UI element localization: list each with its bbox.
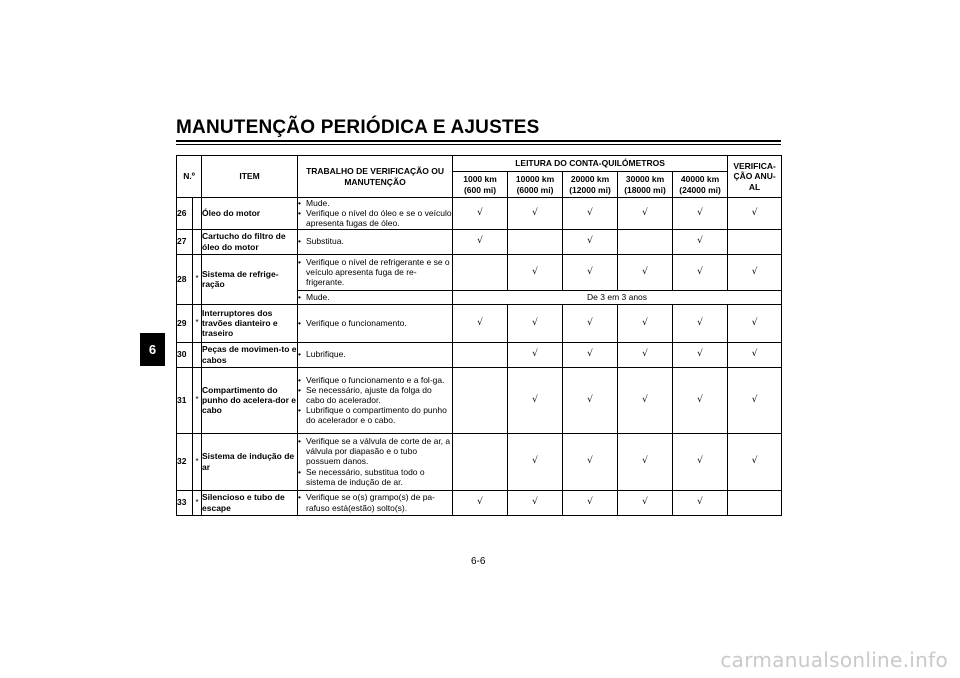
check-mark: √ xyxy=(508,433,563,490)
check-mark xyxy=(728,490,782,515)
row-work xyxy=(298,490,453,515)
title-rule xyxy=(176,140,781,142)
interval-mi: (600 mi) xyxy=(463,184,497,195)
header-interval xyxy=(618,172,673,198)
check-mark: √ xyxy=(508,254,563,290)
interval-km: 10000 km xyxy=(515,174,555,185)
interval-mi: (12000 mi) xyxy=(569,184,611,195)
work-item: • Verifique se o(s) grampo(s) de pa-rafuso está(estão) solto(s). xyxy=(298,492,452,512)
check-mark xyxy=(453,433,508,490)
row-number: 30 xyxy=(177,342,193,367)
work-list xyxy=(298,318,452,328)
header-work: TRABALHO DE VERIFICAÇÃO OU MANUTENÇÃO xyxy=(298,156,453,198)
interval-mi: (24000 mi) xyxy=(679,184,721,195)
row-number: 32 xyxy=(177,433,193,490)
table-row xyxy=(177,198,782,230)
row-item: Cartucho do filtro de óleo do motor xyxy=(202,229,298,254)
page-title: MANUTENÇÃO PERIÓDICA E AJUSTES xyxy=(176,117,540,138)
check-mark: √ xyxy=(508,490,563,515)
check-mark xyxy=(618,229,673,254)
check-mark: √ xyxy=(728,433,782,490)
work-item: • Se necessário, ajuste da folga do cabo do acelerador. xyxy=(298,385,452,405)
work-list xyxy=(298,349,452,359)
work-list xyxy=(298,236,452,246)
check-mark: √ xyxy=(673,342,728,367)
check-mark: √ xyxy=(563,367,618,433)
check-mark: √ xyxy=(673,229,728,254)
row-work xyxy=(298,290,453,304)
work-list xyxy=(298,257,452,288)
check-mark: √ xyxy=(563,254,618,290)
check-mark: √ xyxy=(728,367,782,433)
row-star: * xyxy=(193,254,202,304)
check-mark: √ xyxy=(508,367,563,433)
chapter-tab: 6 xyxy=(140,333,165,366)
row-item: Silencioso e tubo de escape xyxy=(202,490,298,515)
check-mark: √ xyxy=(673,367,728,433)
header-interval xyxy=(508,172,563,198)
work-item: • Lubrifique. xyxy=(298,349,452,359)
check-mark: √ xyxy=(673,490,728,515)
check-mark: √ xyxy=(508,198,563,230)
interval-km: 20000 km xyxy=(570,174,610,185)
work-item: • Substitua. xyxy=(298,236,452,246)
check-mark: √ xyxy=(563,433,618,490)
row-star: * xyxy=(193,304,202,342)
interval-km: 40000 km xyxy=(680,174,720,185)
work-list xyxy=(298,198,452,229)
row-item: Sistema de indução de ar xyxy=(202,433,298,490)
row-item: Óleo do motor xyxy=(202,198,298,230)
check-mark: √ xyxy=(563,229,618,254)
row-star: * xyxy=(193,433,202,490)
header-interval xyxy=(453,172,508,198)
check-mark: √ xyxy=(673,254,728,290)
row-star: * xyxy=(193,367,202,433)
check-mark: √ xyxy=(453,229,508,254)
work-list xyxy=(298,375,452,426)
row-number: 33 xyxy=(177,490,193,515)
row-work xyxy=(298,229,453,254)
row-number: 29 xyxy=(177,304,193,342)
row-work xyxy=(298,198,453,230)
check-mark xyxy=(728,229,782,254)
table-row xyxy=(177,342,782,367)
title-rule-thin xyxy=(176,144,781,145)
check-mark: √ xyxy=(563,198,618,230)
row-star: * xyxy=(193,490,202,515)
watermark: carmanualsonline.info xyxy=(720,648,948,672)
row-number: 27 xyxy=(177,229,193,254)
work-item: • Se necessário, substitua todo o sistema de indução de ar. xyxy=(298,467,452,487)
work-item: • Verifique o funcionamento. xyxy=(298,318,452,328)
check-mark xyxy=(508,229,563,254)
work-list xyxy=(298,436,452,487)
row-work xyxy=(298,342,453,367)
row-number: 28 xyxy=(177,254,193,304)
check-mark xyxy=(453,367,508,433)
table-row xyxy=(177,304,782,342)
table-row xyxy=(177,229,782,254)
check-mark: √ xyxy=(618,254,673,290)
work-item: • Mude. xyxy=(298,292,452,302)
header-annual: VERIFICA-ÇÃO ANU-AL xyxy=(728,156,782,198)
work-list xyxy=(298,492,452,512)
check-mark: √ xyxy=(618,490,673,515)
check-mark xyxy=(453,342,508,367)
row-item: Compartimento do punho do acelera-dor e cabo xyxy=(202,367,298,433)
table-row xyxy=(177,490,782,515)
row-star xyxy=(193,198,202,230)
work-item: • Verifique o funcionamento e a fol-ga. xyxy=(298,375,452,385)
check-mark: √ xyxy=(563,304,618,342)
work-item: • Verifique o nível de refrigerante e se o veículo apresenta fuga de re-frigerante. xyxy=(298,257,452,288)
row-work xyxy=(298,254,453,290)
check-mark: √ xyxy=(453,198,508,230)
check-mark: √ xyxy=(673,198,728,230)
table-row xyxy=(177,367,782,433)
check-mark: √ xyxy=(508,342,563,367)
interval-text: De 3 em 3 anos xyxy=(453,290,782,304)
check-mark: √ xyxy=(453,304,508,342)
work-item: • Verifique o nível do óleo e se o veículo apresenta fugas de óleo. xyxy=(298,208,452,228)
check-mark: √ xyxy=(728,198,782,230)
check-mark: √ xyxy=(453,490,508,515)
row-number: 31 xyxy=(177,367,193,433)
row-number: 26 xyxy=(177,198,193,230)
interval-mi: (6000 mi) xyxy=(516,184,554,195)
check-mark: √ xyxy=(563,342,618,367)
check-mark: √ xyxy=(728,254,782,290)
interval-km: 30000 km xyxy=(625,174,665,185)
row-star xyxy=(193,342,202,367)
check-mark: √ xyxy=(673,433,728,490)
row-work xyxy=(298,304,453,342)
check-mark: √ xyxy=(618,342,673,367)
check-mark: √ xyxy=(563,490,618,515)
header-interval xyxy=(673,172,728,198)
work-item: • Lubrifique o compartimento do punho do acelerador e o cabo. xyxy=(298,405,452,425)
row-item: Interruptores dos travões dianteiro e traseiro xyxy=(202,304,298,342)
check-mark: √ xyxy=(728,304,782,342)
check-mark: √ xyxy=(728,342,782,367)
maintenance-table xyxy=(176,155,782,516)
header-item: ITEM xyxy=(202,156,298,198)
check-mark xyxy=(453,254,508,290)
work-item: • Verifique se a válvula de corte de ar, a válvula por diapasão e o tubo possuem danos. xyxy=(298,436,452,467)
check-mark: √ xyxy=(618,367,673,433)
row-work xyxy=(298,367,453,433)
row-star xyxy=(193,229,202,254)
interval-km: 1000 km xyxy=(463,174,497,185)
work-item: • Mude. xyxy=(298,198,452,208)
check-mark: √ xyxy=(618,198,673,230)
work-list xyxy=(298,292,452,302)
row-item: Sistema de refrige-ração xyxy=(202,254,298,304)
header-num: N.º xyxy=(177,156,202,198)
check-mark: √ xyxy=(508,304,563,342)
row-work xyxy=(298,433,453,490)
interval-mi: (18000 mi) xyxy=(624,184,666,195)
header-interval xyxy=(563,172,618,198)
check-mark: √ xyxy=(618,304,673,342)
check-mark: √ xyxy=(618,433,673,490)
table-row xyxy=(177,433,782,490)
row-item: Peças de movimen-to e cabos xyxy=(202,342,298,367)
header-odometer: LEITURA DO CONTA-QUILÓMETROS xyxy=(453,156,728,172)
page-number: 6-6 xyxy=(471,556,486,567)
check-mark: √ xyxy=(673,304,728,342)
table-row xyxy=(177,254,782,290)
